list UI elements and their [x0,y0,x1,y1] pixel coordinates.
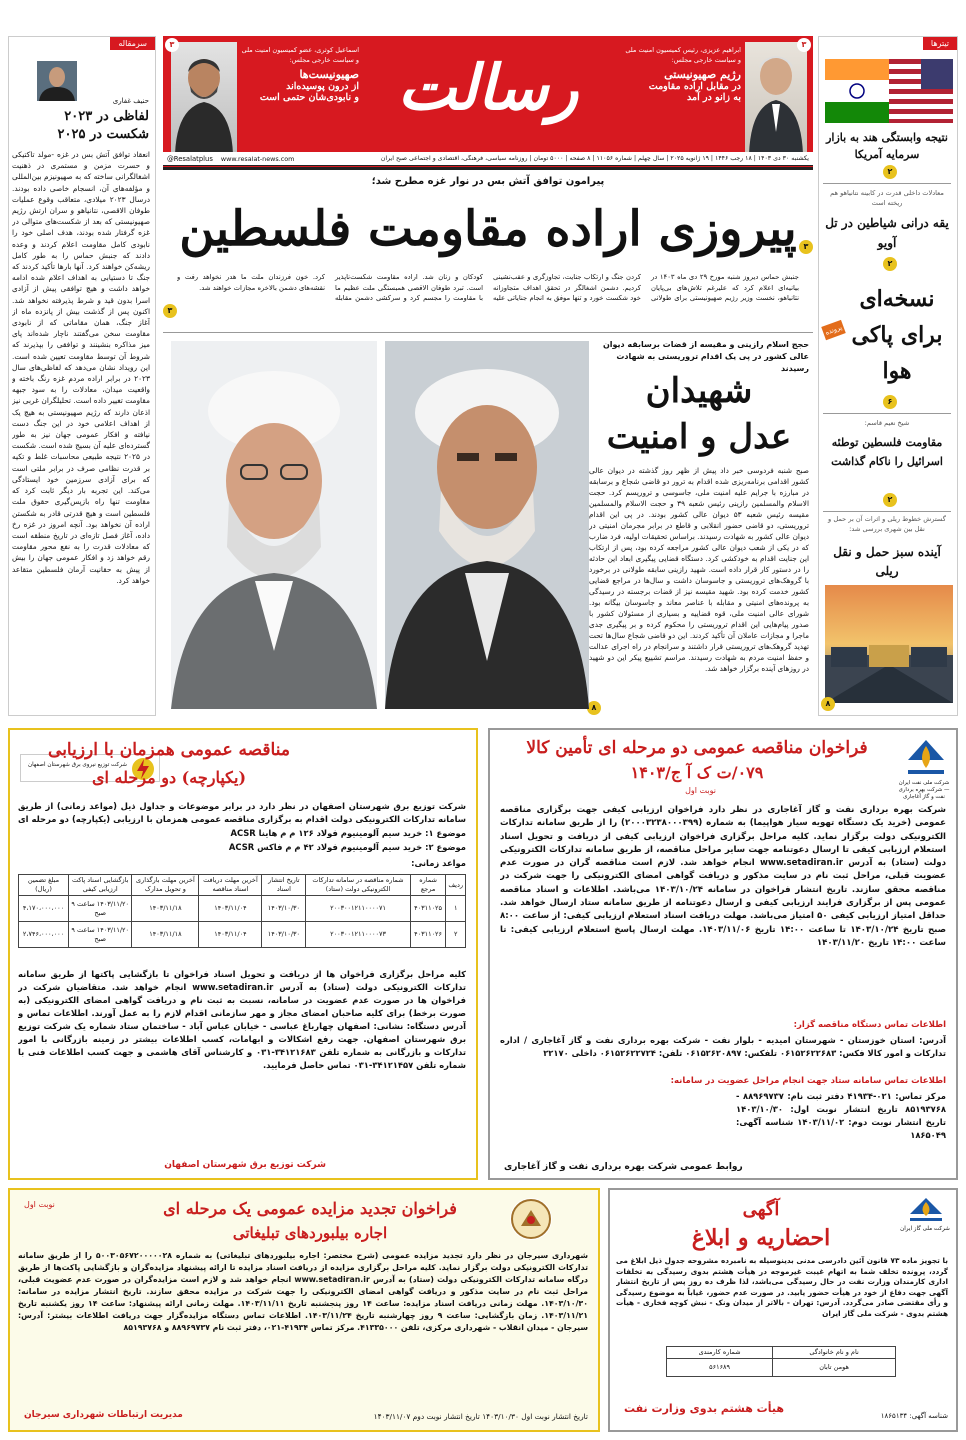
nioc-title-2: ۰۷۹/ت ک آ ج/۱۴۰۳ [630,763,764,782]
martyrs-page: ۸ [587,701,601,715]
auction-turn: نوبت اول [24,1200,55,1209]
left-teaser-line1: صهیونیست‌ها [299,68,359,81]
power-times-label: مواعد زمانی: [411,858,466,868]
martyr-photo-moghiseh [171,341,377,709]
martyrs-kicker: حجج اسلام رازینی و مقیسه از قضات برسابقه دیوان عالی کشور در پی یک اقدام تروریستی به شهادت رسیدند [602,340,809,373]
ad-notice [608,1188,958,1432]
sidebar-rail-image [825,585,953,703]
sidebar-story-4-kicker: شیخ نعیم قاسم: [864,419,910,427]
notice-footer: هیأت هشتم بدوی وزارت نفت [624,1402,784,1415]
power-org: شرکت توزیع نیروی برق شهرستان اصفهان [28,762,127,768]
power-cell: ۱۴۰۳/۱۱/۰۴ [199,922,262,948]
power-cell: ۴،۱۷۰،۰۰۰،۰۰۰ [19,896,69,922]
martyrs-block [163,332,813,716]
power-cell: ۱۴۰۳/۱۰/۳۰ [262,922,306,948]
martyrs-title-2[interactable]: عدل و امنیت [606,417,792,457]
nioc-title-1[interactable]: فراخوان مناقصه عمومی دو مرحله ای تأمین کالا [526,738,868,758]
notice-title-2: احضاریه و ابلاغ [691,1225,831,1251]
power-item-1: موضوع ۱: خرید سیم آلومینیوم فولاد ۱۲۶ م م هاینا ACSR [230,828,466,838]
sidebar-divider [823,511,951,512]
power-cell: ۱۴۰۳/۱۱/۱۸ [132,922,199,948]
notice-table-header [667,1347,896,1359]
sidebar-story-5-kicker: گسترش خطوط ریلی و اثرات آن بر حمل و نقل بین شهری بررسی شد: [828,515,946,533]
right-teaser-page: ۳ [797,38,811,52]
nioc-contact: آدرس: استان خوزستان - شهرستان امیدیه - بلوار نفت - شرکت بهره برداری نفت و گاز آغاجاری / اداره تدارکات و امور کالا فکس: ۰۶۱۵۲۶۲۲۶۸۳ تلفکس: ۰۶۱۵۲۶۲۰۸۹۷ تلفن: ۰۶۱۵۲۶۲۲۷۲۴ داخلی ۲۲۱۷۰ [500,1035,946,1058]
sidebar-story-4-page: ۲ [883,493,897,507]
ad-auction [8,1188,600,1432]
notice-ad-id: شناسه آگهی: ۱۸۶۵۱۳۴ [880,1412,948,1420]
right-teaser-line1: رژیم صهیونیستی [664,68,741,81]
right-teaser-speaker: ابراهیم عزیزی، رئیس کمیسیون امنیت ملی و سیاست خارجی مجلس: [625,46,741,64]
sidebar-story-5-page: ۸ [821,697,835,711]
power-cell: ۲۰۰۳۰۰۱۲۱۱۰۰۰۰۷۳ [306,922,410,948]
notice-col: نام و نام خانوادگی [773,1347,896,1359]
power-title-1[interactable]: مناقصه عمومی همزمان با ارزیابی [48,740,290,760]
sidebar-story-2-kicker: معادلات داخلی قدرت در کابینه نتانیاهو هم ریخته است [830,189,944,207]
left-teaser[interactable] [241,46,359,103]
nioc-logo [904,738,948,778]
notice-col: شماره کارمندی [667,1347,773,1359]
power-cell: ۴۰۳۱۱۰۲۵ [410,896,446,922]
left-teaser-line3: و نابودی‌شان حتمی است [259,92,359,103]
sidebar-story-1-title[interactable]: نتیجه وابستگی هند به بازار سرمایه آمریکا [826,131,948,161]
nioc-seta: مرکز تماس: ۰۲۱-۴۱۹۳۴ دفتر ثبت نام: ۸۸۹۶۹۷۳۷ - ۸۵۱۹۳۷۶۸ تاریخ انتشار نوبت اول: ۱۴۰۳/۱۰/۳۰ تاریخ انتشار نوبت دوم: ۱۴۰۳/۱۱/۰۲ شناسه آگهی: ۱۸۶۵۰۴۹ [736,1091,946,1140]
headline-title[interactable]: پیروزی اراده مقاومت فلسطین [179,201,797,257]
notice-cell: ۵۶۱۶۸۹ [667,1359,773,1377]
power-table-header [19,875,466,896]
editorial-author: حنیف غفاری [112,97,149,105]
sidebar-tag: تیترها [923,37,957,50]
power-cell: ۱۴۰۳/۱۱/۱۸ [132,896,199,922]
nioc-org: شرکت ملی نفت ایران — شرکت بهره برداری نفت و گاز آغاجاری [898,780,950,800]
right-teaser-line2: در مقابل اراده مقاومت [648,81,741,92]
power-col: مبلغ تضمین (ریال) [19,875,69,896]
power-col: ردیف [446,875,466,896]
ad-power [8,728,478,1180]
power-cell: ۱۴۰۳/۱۱/۲۰ ساعت ۹ صبح [69,896,132,922]
power-intro: شرکت توزیع برق شهرستان اصفهان در نظر دارد در برابر موضوعات و جداول ذیل (مواعد زمانی) از طریق سامانه تدارکات الکترونیکی دولت اقدام به برگزاری مناقصه عمومی همزمان با ارزیابی (یکپارچه) دو مرحله ای [18,801,466,824]
power-cell: ۱ [446,896,466,922]
sidebar-story-5-title[interactable]: آینده سبز حمل و نقل ریلی [833,545,941,578]
power-cell: ۱۴۰۳/۱۱/۰۴ [199,896,262,922]
editorial-title-1[interactable]: لفاظی در ۲۰۲۳ [64,109,149,124]
auction-body: شهرداری سیرجان در نظر دارد تجدید مزایده عمومی (شرح مختصر: اجاره بیلبوردهای تبلیغاتی) به شماره ۵۰۰۳۰۵۶۷۲۰۰۰۰۰۲۸ را از طریق سامانه تدارکات الکترونیکی دولت برگزار نماید. کلیه مراحل برگزاری مزایده از دریافت اسناد مزایده تا ارائه پیشنهاد مزایده‌گران و بازگشایی پاکت‌ها از طریق درگاه سامانه تدارکات الکترونیکی دولت (ستاد) به آدرس www.setadiran.ir انجام خواهد شد و لازم است مزایده‌گران در صورت عدم عضویت قبلی، مراحل ثبت نام در سایت مذکور و دریافت گواهی امضای الکترونیکی را جهت شرکت در مزایده محقق سازند. تاریخ انتشار مزایده در سامانه: ۱۴۰۳/۱۰/۳۰. مهلت زمانی دریافت اسناد مزایده: ساعت ۱۴ روز پنجشنبه تاریخ ۱۴۰۳/۱۱/۱۱. مهلت زمانی ارائه پیشنهاد: ساعت ۱۴ روز یکشنبه تاریخ ۱۴۰۳/۱۱/۲۱. زمان بازگشایی: ساعت ۹ روز چهارشنبه تاریخ ۱۴۰۳/۱۱/۲۴. اطلاعات تماس دستگاه مزایده‌گزار جهت دریافت اطلاعات بیشتر: آدرس: سیرجان - میدان انقلاب - شهرداری مرکزی، تلفن ۴۱۳۳۵۰۰۰. مرکز تماس ۴۱۹۳۴-۰۲۱، دفتر ثبت نام ۸۸۹۶۹۷۳۷ و ۸۵۱۹۳۷۶۸ [18,1251,588,1332]
power-col: بازگشایی اسناد پاکت ارزیابی کیفی [69,875,132,896]
dateline: یکشنبه ۳۰ دی ۱۴۰۳ | ۱۸ رجب ۱۴۴۶ | ۱۹ ژانویه ۲۰۲۵ | سال چهلم | شماره ۱۱۰۵۶ | ۸ صفحه | ۵۰۰۰ تومان | روزنامه سیاسی، فرهنگی، اقتصادی و اجتماعی صبح ایران [380,155,809,162]
editorial-tag: سرمقاله [110,37,155,50]
dateline-strip [163,152,813,166]
sidebar-story-1-page: ۲ [883,165,897,179]
notice-body: با تجویز ماده ۷۳ قانون آئین دادرسی مدنی بدینوسیله به نامبرده مشروحه جدول ذیل ابلاغ می گردد، پرونده تخلف شما به اتهام غیبت غیرموجه در هیأت هشتم بدوی رسیدگی به تخلفات اداری کارمندان وزارت نفت در حال رسیدگی می‌باشد، لذا ظرف ده روز پس از تاریخ انتشار آگهی جهت دفاع از خود در هیأت حضور یابید. در صورت عدم حضور، غیاباً به موضوع رسیدگی و رأی مقتضی صادر می‌گردد. آدرس: تهران - بالاتر از میدان ونک - نبش کوچه فخاری - هیأت هشتم بدوی - شرکت ملی گاز ایران [616,1256,948,1318]
power-footer: شرکت توزیع برق شهرستان اصفهان [164,1160,326,1170]
notice-title-1[interactable]: آگهی [742,1199,780,1220]
power-title-2: (یکپارچه) دو مرحله ای [91,768,247,787]
power-col: تاریخ انتشار اسناد [262,875,306,896]
martyrs-title-1[interactable]: شهیدان [645,371,753,411]
headline-page-left: ۳ [163,304,177,318]
sidebar-flags-image [825,59,953,123]
power-cell: ۲،۷۴۶،۰۰۰،۰۰۰ [19,922,69,948]
headline-page-right: ۳ [799,240,813,254]
power-cell: ۱۴۰۳/۱۱/۲۰ ساعت ۹ صبح [69,922,132,948]
sidebar-story-3-badge: پرونده [821,320,846,340]
right-teaser-photo [745,42,807,154]
twitter-handle[interactable]: @Resalatplus [167,154,213,163]
power-cell: ۱۴۰۳/۱۰/۳۰ [262,896,306,922]
auction-dates: تاریخ انتشار نوبت اول ۱۴۰۳/۱۰/۳۰ تاریخ انتشار نوبت دوم ۱۴۰۳/۱۱/۰۷ [373,1412,588,1421]
power-col: شماره مناقصه در سامانه تدارکات الکترونیکی دولت (ستاد) [306,875,410,896]
power-item-2: موضوع ۲: خرید سیم آلومینیوم فولاد ۴۲ م م فاکس ACSR [228,842,466,852]
table-row [667,1359,896,1377]
editorial-title-2[interactable]: شکست در ۲۰۲۵ [57,127,149,142]
martyr-photo-razini [385,341,589,709]
editorial-body: انعقاد توافق آتش بس در غزه -مولد تاکتیکی و حسرت مزمن و مستمری در ذهنیت اشغالگرانی ساخته که به صهیونیزم بین‌المللی و مؤلفه‌های آن، انسجام خاصی داده بودند. درسال ۲۰۲۳ میلادی، متعاقب وقوع عملیات طوفان الاقصی، نتانیاهو و سران ارتش رژیم صهیونیستی که بعد از شکست‌های متوالی در غزه گرفتار شده بودند، هدف اصلی خود را نابودی کامل مقاومت اعلام کردند و وعده دادند که جنبش حماس را به طور کامل ریشه‌کن خواهند کرد. آنها بارها تأکید کردند که جنگ تا دستیابی به اهداف اعلام شده ادامه خواهد داشت و هیچ توافقی پیش از آزادی اسرا بدون قید و شرط پذیرفته نخواهد شد. اکنون پس از گذشت بیش از پانزده ماه از آغاز جنگ، همان مقاماتی که از نابودی مقاومت سخن می‌گفتند ناچار شده‌اند پای میز مذاکره بنشینند و توافقی را بپذیرند که شروط آن توسط مقاومت تعیین شده است. این رویداد نشان می‌دهد که لفاظی‌های سال ۲۰۲۳ در برابر اراده مردم غزه رنگ باخته و واقعیت میدان، معادلات را به سود جبهه مقاومت تغییر داده است. تحلیلگران غربی نیز اذعان دارند که رژیم صهیونیستی به هیچ یک از اهداف اعلامی خود در این جنگ دست نیافته و افکار عمومی جهان نیز به طور گسترده‌ای علیه آن بسیج شده است. شکست در ۲۰۲۵ نتیجه طبیعی محاسبات غلط و تکیه بر قدرت نظامی صرف در برابر ملتی است که برای آزادی سرزمین خود ایستادگی می‌کند. این تجربه بار دیگر ثابت کرد که مقاومت تنها راه بازپس‌گیری حقوق ملت فلسطین است و هیچ قدرتی قادر به شکستن اراده آن نخواهد بود. آنچه امروز در غزه رخ داده، آغاز فصل تازه‌ای در تاریخ منطقه است که معادلات قدرت را به نفع محور مقاومت رقم خواهد زد و افکار عمومی جهان را بیش از پیش به حقانیت آرمان فلسطین متقاعد خواهد کرد. [12,150,150,585]
notice-table [666,1346,896,1377]
nioc-body: شرکت بهره برداری نفت و گاز آغاجاری در نظر دارد فراخوان ارزیابی کیفی جهت برگزاری مناقصه عمومی (خرید یک دستگاه تهویه سیار هواپیما) به شماره (۲۰۰۰۳۲۳۸۰۰۰۳۹۹) را از طریق سامانه تدارکات الکترونیکی دولت برگزار نماید. کلیه مراحل برگزاری فراخوان ارزیابی کیفی از دریافت و تحویل اسناد استعلام ارزیابی کیفی تا ارسال دعوتنامه جهت سایر مراحل مناقصه، از طریق سامانه تدارکات الکترونیکی دولت (ستاد) به آدرس www.setadiran.ir انجام خواهد شد. لازم است مناقصه گران در صورت عدم عضویت قبلی، مراحل ثبت نام در سایت مذکور و دریافت گواهی امضای الکترونیکی را جهت شرکت در مناقصه محقق سازند. تاریخ انتشار فراخوان در سامانه ۱۴۰۳/۱۰/۲۴ می‌باشد. اطلاعات و اسناد مناقصه عمومی پس از برگزاری فرایند ارزیابی کیفی و ارسال دعوتنامه از طریق سامانه ستاد ارسال خواهد شد. حداقل امتیاز ارزیابی کیفی ۵۰ امتیاز می‌باشد. مهلت دریافت اسناد استعلام ارزیابی کیفی: از ساعت ۸:۰۰ صبح تاریخ ۱۴۰۳/۱۰/۲۴ تا ساعت ۱۴:۰۰ تاریخ ۱۴۰۳/۱۱/۰۶. مهلت ارسال پاسخ استعلام ارزیابی کیفی: تا ساعت ۱۴:۰۰ تاریخ ۱۴۰۳/۱۱/۲۰ [500,805,946,948]
left-teaser-photo [171,42,237,154]
notice-cell: هومن تابان [773,1359,896,1377]
table-row [19,922,466,948]
nioc-seta-title: اطلاعات تماس سامانه ستاد جهت انجام مراحل عضویت در سامانه: [670,1076,946,1086]
nigc-logo [906,1196,946,1226]
sidebar-story-3-title[interactable]: نسخه‌ای برای پاکی هوا [851,286,943,384]
sidebar-story-4-title[interactable]: مقاومت فلسطین توطئه اسرائیل را ناکام گذاشت [831,436,943,468]
nioc-footer: روابط عمومی شرکت بهره برداری نفت و گاز آغاجاری [504,1162,743,1172]
left-teaser-page: ۳ [165,38,179,52]
power-body: کلیه مراحل برگزاری فراخوان ها از دریافت و تحویل اسناد فراخوان تا بازگشایی پاکتها از طریق سامانه تدارکات الکترونیکی دولت (ستاد) به آدرس www.setadiran.ir انجام خواهد شد. متقاضیان شرکت در فراخوان ها در صورت عدم عضویت در سامانه، نسبت به ثبت نام و دریافت گواهی امضای الکترونیکی (به صورت برخط) برای کلیه صاحبان امضای مجاز و مهر سازمانی اقدام لازم را به عمل آورند. اطلاعات تماس و آدرس دستگاه: نشانی: اصفهان چهارباغ عباسی - خیابان عباس آباد - ساختمان ستاد شماره یک شرکت توزیع برق شهرستان اصفهان. جهت رفع اشکالات و ابهامات، کسب اطلاعات بیشتر در زمینه بازرگانی با امور تدارکات و بازرگانی به شماره تلفن ۳۴۱۲۱۶۸۳-۰۳۱ و کارشناس آقای هاشمی و جهت کسب اطلاعات فنی با شماره تلفن ۳۴۱۲۱۴۵۷-۰۳۱ تماس حاصل فرمایید. [18,969,466,1070]
power-table [18,874,466,948]
notice-org: شرکت ملی گاز ایران [900,1226,950,1232]
power-cell: ۲ [446,922,466,948]
sidebar [818,36,958,716]
sirjan-logo [510,1198,552,1240]
ad-nioc [488,728,958,1180]
sidebar-story-2-title[interactable]: یقه درانی شیاطین در تل آویو [825,216,949,250]
sidebar-story-3-page: ۶ [883,395,897,409]
auction-title-2: اجاره بیلبوردهای تبلیغاتی [232,1224,388,1242]
headline-block [163,172,813,320]
headline-lead: جنبش حماس دیروز شنبه مورخ ۲۹ دی ماه ۱۴۰۳ در بیانیه‌ای اعلام کرد که علیرغم تلاش‌های بی‌پایان نتانیاهو، نخست وزیر رژیم صهیونیستی برای طولانی کردن جنگ و ارتکاب جنایت، تجاوزگری و عقب‌نشینی کردیم. دشمن اشغالگر در تحقق اهداف متجاوزانه خود شکست خورد و تنها موفق به انجام جنایاتی علیه کودکان و زنان شد. اراده مقاومت شکست‌ناپذیر است. تبرد طوفان الاقصی همبستگی ملت عظیم ما با مقاومت را مجسم کرد و سرکشی دشمن مقابله کرد. خون فرزندان ملت ما هدر نخواهد رفت و نقشه‌های دشمن بالاخره مجازات خواهند شد. [177,273,799,302]
sidebar-story-2-page: ۲ [883,257,897,271]
power-col: شماره مرجع [410,875,446,896]
left-teaser-line2: از درون پوسیده‌اند [286,81,359,92]
editorial-column [8,36,156,716]
power-cell: ۲۰۰۳۰۰۱۲۱۱۰۰۰۰۷۱ [306,896,410,922]
right-teaser-line3: به زانو در آمد [687,92,741,103]
website-link[interactable]: www.resalat-news.com [220,154,295,163]
auction-title-1[interactable]: فراخوان تجدید مزایده عمومی یک مرحله ای [163,1199,457,1218]
nioc-contact-title: اطلاعات تماس دستگاه مناقصه گزار: [793,1020,946,1030]
auction-footer: مدیریت ارتباطات شهرداری سیرجان [24,1410,183,1420]
headline-kicker: پیرامون توافق آتش بس در نوار غزه مطرح شد؛ [371,176,605,187]
nioc-turn: نوبت اول [685,786,716,795]
sidebar-divider [823,413,951,414]
martyrs-body: صبح شنبه فردوسی خبر داد پیش از ظهر روز گذشته در دیوان عالی کشور اقدامی برنامه‌ریزی شده اقدام به ترور دو قاضی شجاع و برسابقه در مبارزه با جرایم علیه امنیت ملی، جاسوسی و تروریسم کرد. حجت الاسلام والمسلمین رازینی رئیس شعبه ۳۹ و حجت الاسلام والمسلمین مقیسه رئیس شعبه ۵۳ دیوان عالی کشور بودند. در پی این اقدام تروریستی، دو قاضی حضور انقلابی و قاطع در برابر مجرمان امنیتی در دیوان عالی کشور به شهادت رسیدند. براساس تحقیقات اولیه، فرد ضارب که در یکی از شعب دیوان عالی کشور مراجعه کرده بود، پس از ارتکاب این جنایت اقدام به خودکشی کرد. دستگاه قضایی پیگیری ابعاد این حادثه را در دستور کار قرار داده است. شهید رازینی سابقه طولانی در برخورد با گروهک‌های تروریستی و جاسوسان داشت و سال‌ها در مراجع قضایی کشور خدمت کرده بود. شهید مقیسه نیز از قضات برجسته در رسیدگی به پرونده‌های امنیتی و مقابله با عناصر معاند و جاسوسان بیگانه بود. شورای عالی امنیت ملی، قوه قضاییه و بسیاری از مسئولان کشور با صدور پیام‌هایی این اقدام تروریستی را محکوم کرده و بر پیگیری جدی ماجرا و مجازات عاملان آن تأکید کردند. این دو قاضی شجاع سال‌ها تحت تهدید گروهک‌های تروریستی قرار داشتند و سرانجام در راه اجرای عدالت و حفظ امنیت مردم به شهادت رسیدند. مراسم تشییع پیکر این دو شهید در روزهای آینده برگزار خواهد شد. [589,466,809,673]
logo[interactable]: رسالت [397,51,579,124]
masthead [163,36,813,170]
power-col: آخرین مهلت دریافت اسناد مناقصه [199,875,262,896]
power-col: آخرین مهلت بارگذاری و تحویل مدارک [132,875,199,896]
sidebar-divider [823,183,951,184]
left-teaser-speaker: اسماعیل کوثری، عضو کمیسیون امنیت ملی و سیاست خارجی مجلس: [241,46,359,64]
right-teaser[interactable] [623,46,741,103]
power-cell: ۴۰۳۱۱۰۲۶ [410,922,446,948]
table-row [19,896,466,922]
author-photo [37,61,77,101]
